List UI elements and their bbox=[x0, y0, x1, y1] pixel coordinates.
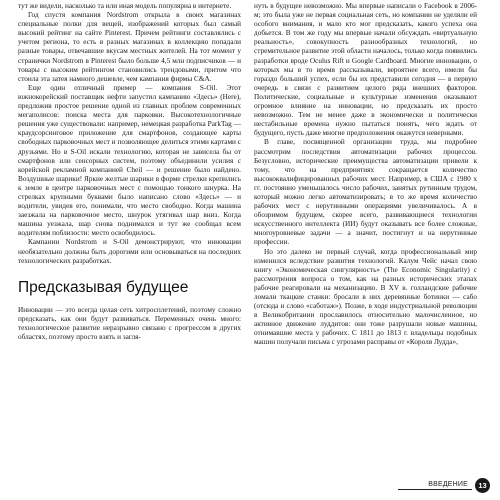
paragraph: Кампании Nordstrom и S-Oil демонстрируют, что инновации необязательно должны быть дорогими или основываться на последних технологических разработках. bbox=[18, 238, 241, 265]
section-heading: Предсказывая будущее bbox=[18, 278, 189, 296]
paragraph: Еще один отличный пример — компания S-Oil. Этот южнокорейский поставщик нефти запустил кампанию «Здесь» (Here), предложив простое решение одной из главных проблем современных мегаполисов: поиска места для парковки. Высокотехнологичные решения уже существовали: например, немецкая разработка ParkTag — краудсорсинговое приложение для смартфонов, создающее карты свободных парковочных мест и позволяющее делиться этими картами с друзьями. Но в S-Oil искали технологию, которая не зависела бы от смартфонов или сенсорных систем, поэтому объединили усилия с корейской рекламной компанией Cheil — и решение было найдено. Воздушные шарики! Яркие желтые шарики в форме стрелки крепились к земле в центре парковочных мест с помощью тонкого шнурка. На стрелках крупными буквами было написано слово «Здесь» — и водители, увидев его, понимали, что место свободно. Когда машина заезжала на парковочное место, шнурок утягивал шар вниз. Когда машина уезжала, шар снова поднимался и тут же сообщал всем водителям поблизости: место освободилось. bbox=[18, 83, 241, 238]
paragraph: Год спустя компания Nordstrom открыла в своих магазинах специальные полки для вещей, изображений которых был самый высокий рейтинг на сайте Pinterest. Причем рейтинги составлялись с учетом региона, то есть в разных магазинах в коллекцию попадали разные товары, отвечавшие вкусам местных жителей. На тот момент у странички Nordstrom в Pinterest было больше 4,5 млн подписчиков — и товары с высоким рейтингом становились трендовыми, притом что стоила эта затея намного дешевле, чем кампания фирмы С&A. bbox=[18, 11, 241, 83]
paragraph: нуть в будущее невозможно. Мы впервые написали о Facebook в 2006-м; это была уже не первая социальная сеть, но компании не уделяли ей особого внимания, и мало кто мог предсказать, какого успеха она добьется. В том же году мы впервые начали обсуждать «виртуальную реальность», совокупность разнообразных технологий, но стремительное развитие этой области началось, только когда появились разработки вроде Oculus Rift и Google Cardboard. Многие инновации, о которых мы в то время рассказывали, вероятнее всего, имели бы гораздо больший успех, если бы их представили сегодня — в первую очередь в связи с развитием целого ряда внешних факторов. Политические, социальные и культурные изменения оказывают огромное влияние на инновации, но предсказать их просто невозможно. Тем не менее даже в экономически и политически нестабильные времена нужно пытаться понять, чего ждать от будущего, пусть даже многие предположения окажутся неверными. bbox=[254, 2, 477, 138]
paragraph: Но это далеко не первый случай, когда профессиональный мир изменился вследствие развития технологий. Калум Чейс начал свою книгу «Экономическая сингулярность» (The Economic Singularity) с рассмотрения вопроса о том, как на разных исторических этапах рабочие реагировали на механизацию. В XV в. голландские рабочие ломали ткацкие станки: бросали в них деревянные ботинки — сабо (отсюда и слово «саботаж»). Позже, в ходе индустриальной революции в Великобритании прославилось относительно малочисленное, но активное движение луддитов: они тоже разрушали новые машины, отнимавшие места у рабочих. С 1811 до 1813 г. владельцы подобных машин получали письма с угрозами расправы от «Короля Лудда», bbox=[254, 247, 477, 347]
paragraph: В главе, посвященной организации труда, мы подробнее рассмотрим последствия автоматизации рабочих процессов. Безусловно, исторические преимущества автоматизации привели к тому, что на предприятиях сокращается количество высококвалифицированных рабочих мест. Например, в США с 1980 х гг. постоянно уменьшалось число рабочих, занятых рутинным трудом, который можно легко автоматизировать; в то же время количество рабочих мест с нерутинными операциями увеличивалось. А в обозримом будущем, скорее всего, развивающиеся технологии искусственного интеллекта (ИИ) будут оказывать все более сложные, многоуровневые задачи — а значит, постигнут и на нерутинные профессии. bbox=[254, 138, 477, 247]
left-column bbox=[18, 2, 241, 342]
paragraph: тут же видели, насколько та или иная модель популярна в интернете. bbox=[18, 2, 232, 10]
running-footer-section: ВВЕДЕНИЕ bbox=[398, 481, 472, 490]
page-number-badge: 13 bbox=[475, 478, 490, 493]
page-footer bbox=[398, 478, 490, 493]
paragraph: Инновации — это всегда целая сеть хитросплетений, поэтому сложно предсказать, как они будут развиваться. Переменных очень много: технологическое развитие неразрывно связано с прогрессом в других областях, поэтому просто взять и загля- bbox=[18, 305, 241, 341]
right-column bbox=[254, 2, 477, 348]
